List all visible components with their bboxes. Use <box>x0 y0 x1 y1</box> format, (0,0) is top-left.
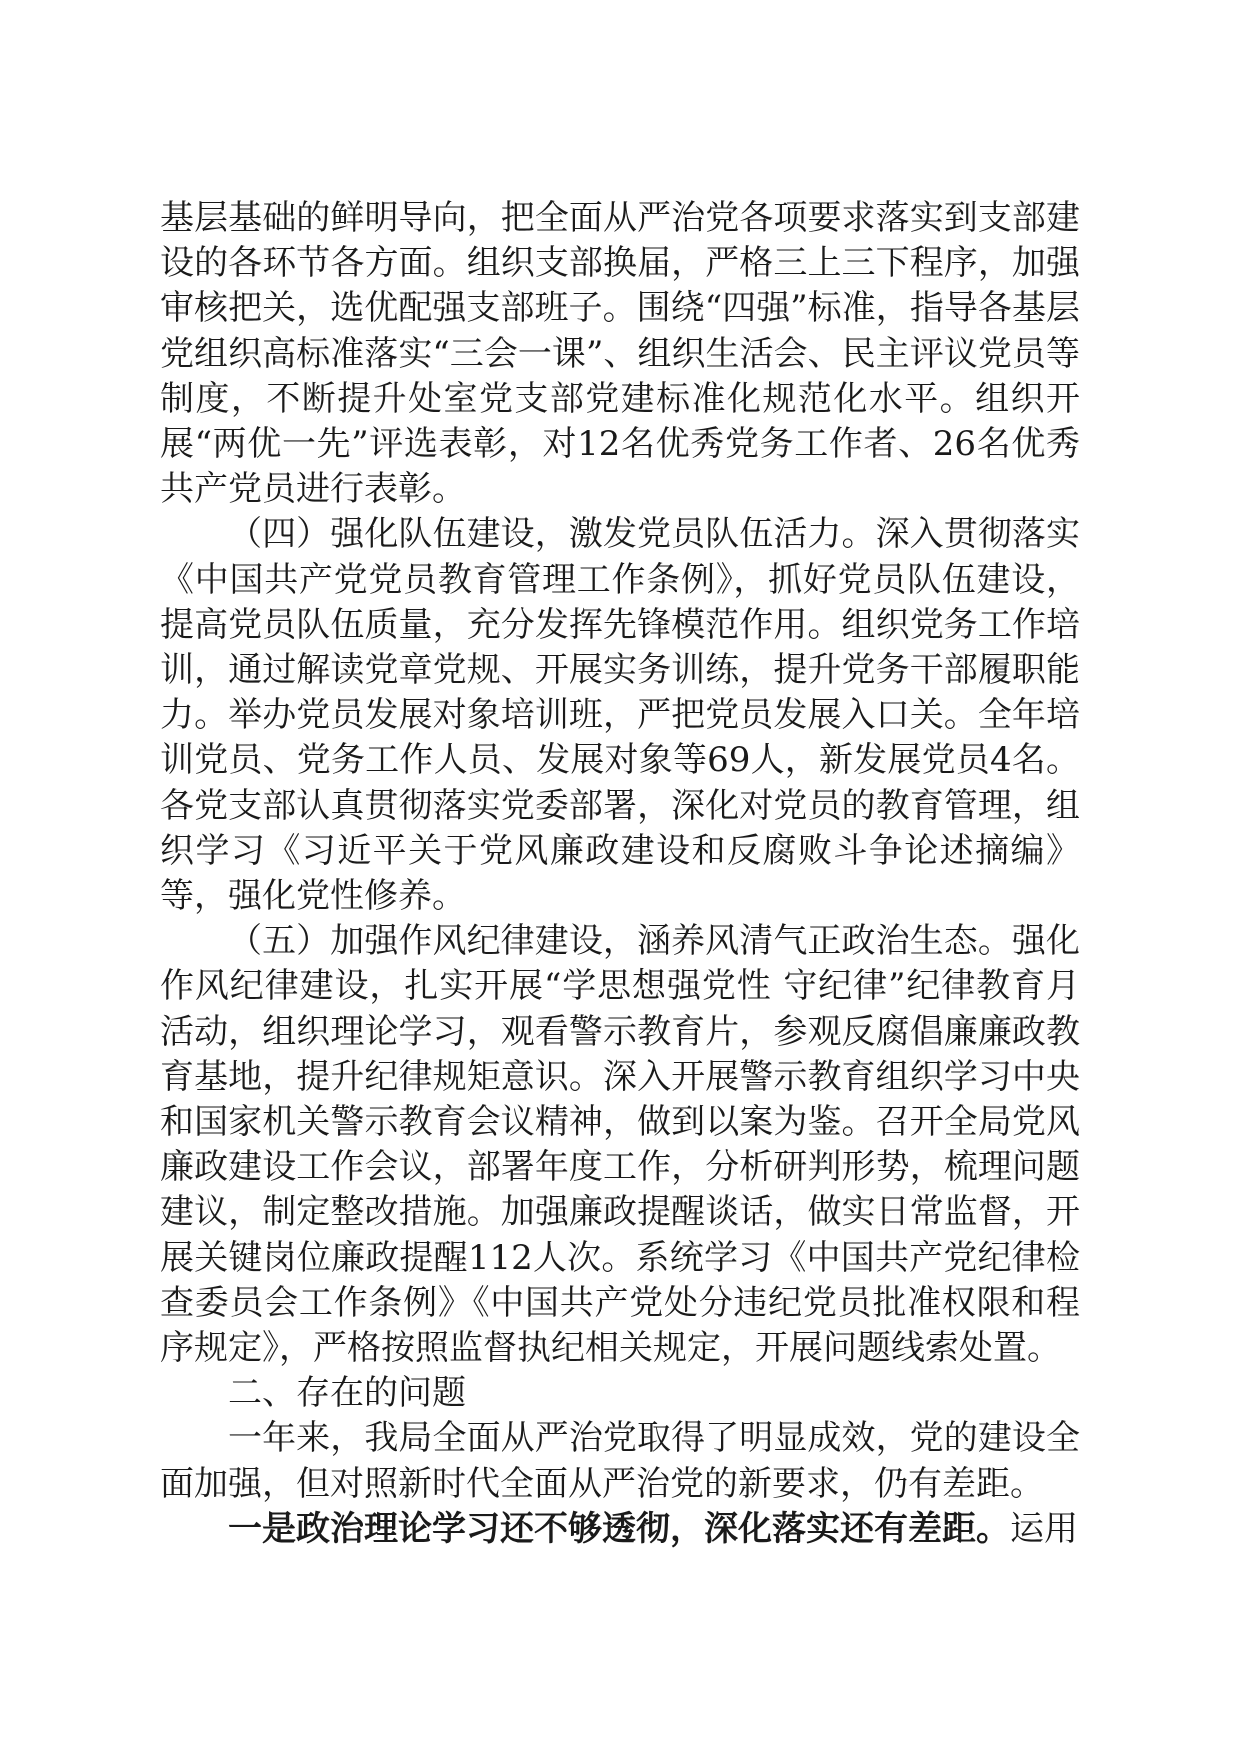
paragraph-continuation <box>160 196 1080 512</box>
document-body <box>160 196 1080 1552</box>
paragraph-lead: （五）加强作风纪律建设，涵养风清气正政治生态。 <box>228 921 1012 962</box>
paragraph-lead-bold: 一是政治理论学习还不够透彻，深化落实还有差距。 <box>228 1508 1010 1549</box>
paragraph-text: 运用 <box>1010 1508 1078 1549</box>
paragraph-text: 一年来，我局全面从严治党取得了明显成效，党的建设全面加强，但对照新时代全面从严治党的新要求，仍有差距。 <box>160 1418 1080 1504</box>
section-title: 二、存在的问题 <box>228 1373 466 1414</box>
paragraph-summary <box>160 1416 1080 1506</box>
section-heading <box>160 1371 1080 1416</box>
paragraph-text: 深入贯彻落实《中国共产党党员教育管理工作条例》，抓好党员队伍建设，提高党员队伍质量，充分发挥先锋模范作用。组织党务工作培训，通过解读党章党规、开展实务训练，提升党务干部履职能力。举办党员发展对象培训班，严把党员发展入口关。全年培训党员、党务工作人员、发展对象等69人，新发展党员4名。各党支部认真贯彻落实党委部署，深化对党员的教育管理，组织学习《习近平关于党风廉政建设和反腐败斗争论述摘编》等，强化党性修养。 <box>160 514 1081 917</box>
paragraph-discipline <box>160 919 1080 1371</box>
paragraph-text: 强化作风纪律建设，扎实开展“学思想强党性 守纪律”纪律教育月活动，组织理论学习，观看警示教育片，参观反腐倡廉廉政教育基地，提升纪律规矩意识。深入开展警示教育组织学习中央和国家机关警示教育会议精神，做到以案为鉴。召开全局党风廉政建设工作会议，部署年度工作，分析研判形势，梳理问题建议，制定整改措施。加强廉政提醒谈话，做实日常监督，开展关键岗位廉政提醒112人次。系统学习《中国共产党纪律检查委员会工作条例》《中国共产党处分违纪党员批准权限和程序规定》，严格按照监督执纪相关规定，开展问题线索处置。 <box>160 921 1081 1369</box>
paragraph-lead: （四）强化队伍建设，激发党员队伍活力。 <box>228 514 876 555</box>
paragraph-text: 基层基础的鲜明导向，把全面从严治党各项要求落实到支部建设的各环节各方面。组织支部换届，严格三上三下程序，加强审核把关，选优配强支部班子。围绕“四强”标准，指导各基层党组织高标准落实“三会一课”、组织生活会、民主评议党员等制度，不断提升处室党支部党建标准化规范化水平。组织开展“两优一先”评选表彰，对12名优秀党务工作者、26名优秀共产党员进行表彰。 <box>160 198 1080 510</box>
paragraph-problem-one <box>160 1507 1080 1552</box>
paragraph-team-building <box>160 512 1080 919</box>
